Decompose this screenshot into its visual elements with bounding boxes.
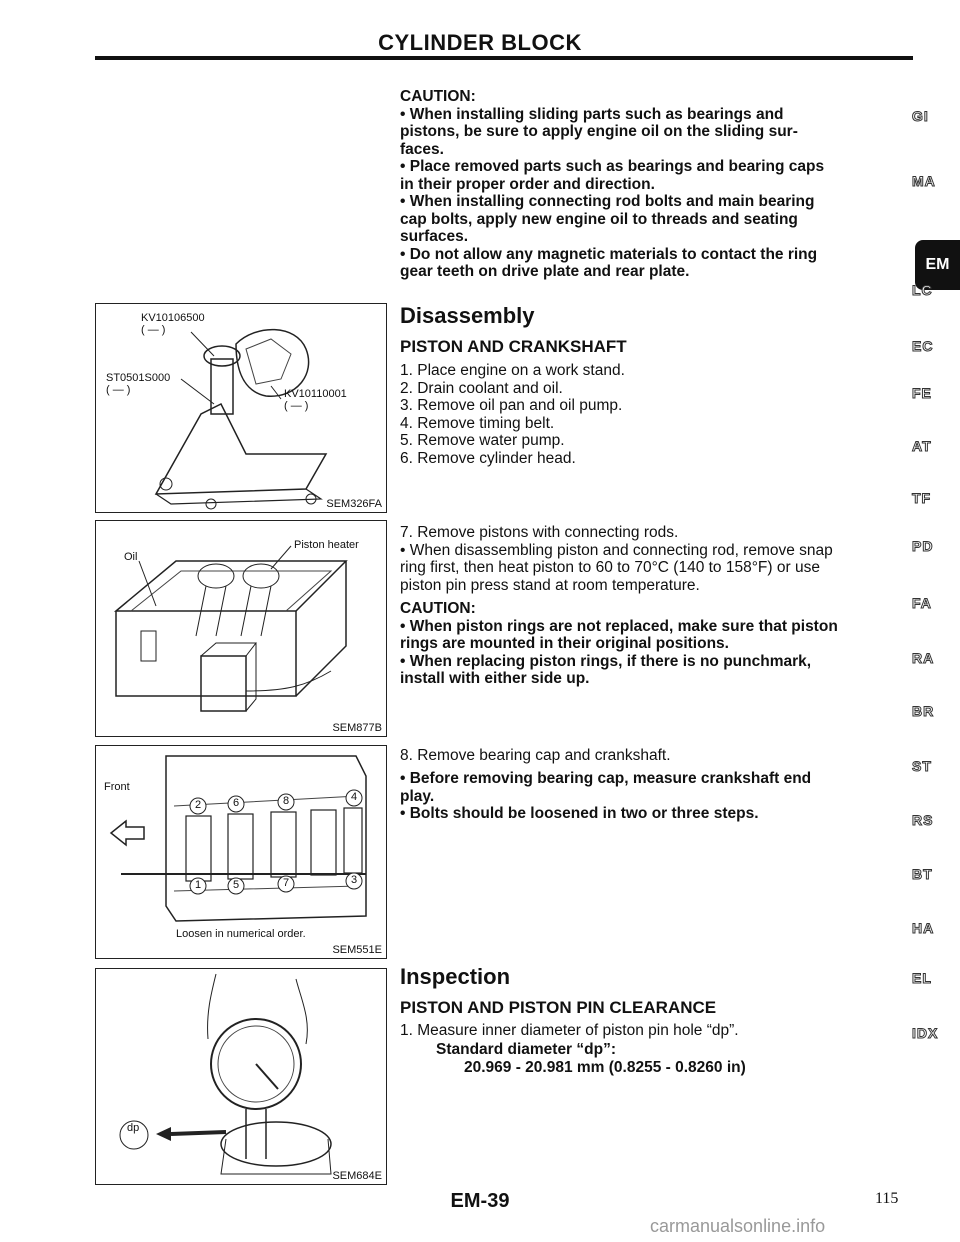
caution-line: • When installing sliding parts such as bearings and <box>400 105 784 123</box>
step-item: 8. Remove bearing cap and crankshaft. <box>400 747 671 764</box>
figure-label: dp <box>127 1122 140 1134</box>
side-tab-lc[interactable]: LC <box>912 282 933 298</box>
step-item: • When disassembling piston and connecting rod, remove snap <box>400 541 833 559</box>
caution-line: in their proper order and direction. <box>400 175 655 193</box>
order-number: 1 <box>195 879 202 891</box>
note-line: • Bolts should be loosened in two or three steps. <box>400 805 759 822</box>
caution-line: • Do not allow any magnetic materials to contact the ring <box>400 245 818 263</box>
dial-gauge-illustration <box>96 969 386 1184</box>
side-tab-gi[interactable]: GI <box>912 108 929 124</box>
step-list <box>400 362 625 467</box>
step-7-block <box>400 524 833 594</box>
section-title-inspection: Inspection <box>400 964 511 989</box>
side-tab-ra[interactable]: RA <box>912 650 935 666</box>
figure-code: SEM684E <box>332 1170 382 1182</box>
side-tab-fa[interactable]: FA <box>912 595 932 611</box>
engine-stand-illustration <box>96 304 386 512</box>
figure-code: SEM877B <box>332 722 382 734</box>
step-item: 3. Remove oil pan and oil pump. <box>400 397 623 414</box>
order-number: 2 <box>195 799 202 811</box>
side-tab-ec[interactable]: EC <box>912 338 934 354</box>
order-number: 4 <box>351 791 358 803</box>
figure-label: ( — ) <box>284 400 309 412</box>
step-item: piston pin press stand at room temperature. <box>400 576 700 594</box>
side-tab-bt[interactable]: BT <box>912 866 933 882</box>
side-tab-st[interactable]: ST <box>912 758 932 774</box>
figure-label: Front <box>104 781 130 793</box>
caution-line: • When replacing piston rings, if there is no punchmark, <box>400 652 812 670</box>
bearing-cap-illustration <box>96 746 386 958</box>
piston-heater-illustration <box>96 521 386 736</box>
figure-label: ST0501S000 <box>106 372 171 384</box>
note-line: • Before removing bearing cap, measure crankshaft end <box>400 770 812 787</box>
caution-line: cap bolts, apply new engine oil to threads and seating <box>400 210 798 228</box>
order-number: 8 <box>283 795 290 807</box>
side-tab-at[interactable]: AT <box>912 438 932 454</box>
caution-line: pistons, be sure to apply engine oil on the sliding sur- <box>400 123 798 140</box>
standard-label: Standard diameter “dp”: <box>436 1041 616 1058</box>
step-item: 1. Place engine on a work stand. <box>400 362 625 379</box>
figure-code: SEM326FA <box>326 498 382 510</box>
caution-heading: CAUTION: <box>400 600 476 617</box>
page-title: CYLINDER BLOCK <box>378 30 582 55</box>
figure-code: SEM551E <box>332 944 382 956</box>
figure-piston-heater <box>95 520 387 737</box>
caution-line: • Place removed parts such as bearings and bearing caps <box>400 158 825 175</box>
side-tab-ma[interactable]: MA <box>912 173 936 189</box>
caution-line: rings are mounted in their original positions. <box>400 635 729 652</box>
figure-label: Piston heater <box>294 539 359 551</box>
side-tab-em-active[interactable]: EM <box>915 240 960 290</box>
side-tab-el[interactable]: EL <box>912 970 932 986</box>
order-number: 3 <box>351 874 358 886</box>
step-8-block <box>400 747 671 765</box>
standard-value: 20.969 - 20.981 mm (0.8255 - 0.8260 in) <box>464 1058 746 1076</box>
watermark: carmanualsonline.info <box>650 1216 826 1236</box>
step-item: ring first, then heat piston to 60 to 70°C (140 to 158°F) or use <box>400 559 820 576</box>
order-number: 6 <box>233 797 240 809</box>
side-tab-idx[interactable]: IDX <box>912 1025 939 1041</box>
caution-block-2 <box>400 600 838 688</box>
page-code: EM-39 <box>450 1190 510 1212</box>
order-number: 7 <box>283 877 290 889</box>
figure-caption: Loosen in numerical order. <box>176 928 306 940</box>
figure-label: ( — ) <box>141 324 166 336</box>
inspection-step <box>400 1022 739 1040</box>
figure-label: KV10106500 <box>141 312 205 324</box>
side-tab-br[interactable]: BR <box>912 703 935 719</box>
caution-line: surfaces. <box>400 228 469 245</box>
header-rule <box>95 56 913 60</box>
step-item: 4. Remove timing belt. <box>400 414 555 432</box>
step-item: 6. Remove cylinder head. <box>400 449 576 467</box>
side-tab-fe[interactable]: FE <box>912 385 932 401</box>
caution-line: • When installing connecting rod bolts and main bearing <box>400 193 815 210</box>
caution-line: faces. <box>400 140 444 158</box>
step-item: 1. Measure inner diameter of piston pin hole “dp”. <box>400 1022 739 1039</box>
step-item: 2. Drain coolant and oil. <box>400 379 563 397</box>
side-tab-tf[interactable]: TF <box>912 490 932 506</box>
step-item: 7. Remove pistons with connecting rods. <box>400 524 679 541</box>
figure-label: ( — ) <box>106 384 131 396</box>
side-tab-rs[interactable]: RS <box>912 812 934 828</box>
section-title-disassembly: Disassembly <box>400 303 535 328</box>
side-tab-pd[interactable]: PD <box>912 538 934 554</box>
page-number: 115 <box>875 1190 899 1207</box>
caution-line: install with either side up. <box>400 670 590 687</box>
figure-bearing-cap-order <box>95 745 387 959</box>
step-8-notes <box>400 770 811 823</box>
subsection-title: PISTON AND CRANKSHAFT <box>400 337 627 356</box>
order-number: 5 <box>233 879 240 891</box>
standard-block <box>436 1041 746 1076</box>
subsection-title: PISTON AND PISTON PIN CLEARANCE <box>400 998 717 1017</box>
figure-label: KV10110001 <box>284 388 347 400</box>
caution-block <box>400 88 910 281</box>
side-tab-ha[interactable]: HA <box>912 920 935 936</box>
figure-dial-gauge <box>95 968 387 1185</box>
caution-line: gear teeth on drive plate and rear plate. <box>400 263 690 280</box>
caution-line: • When piston rings are not replaced, make sure that piston <box>400 617 838 635</box>
figure-label: Oil <box>124 551 138 563</box>
note-line: play. <box>400 787 435 805</box>
figure-engine-stand <box>95 303 387 513</box>
step-item: 5. Remove water pump. <box>400 432 565 449</box>
caution-heading: CAUTION: <box>400 88 476 105</box>
